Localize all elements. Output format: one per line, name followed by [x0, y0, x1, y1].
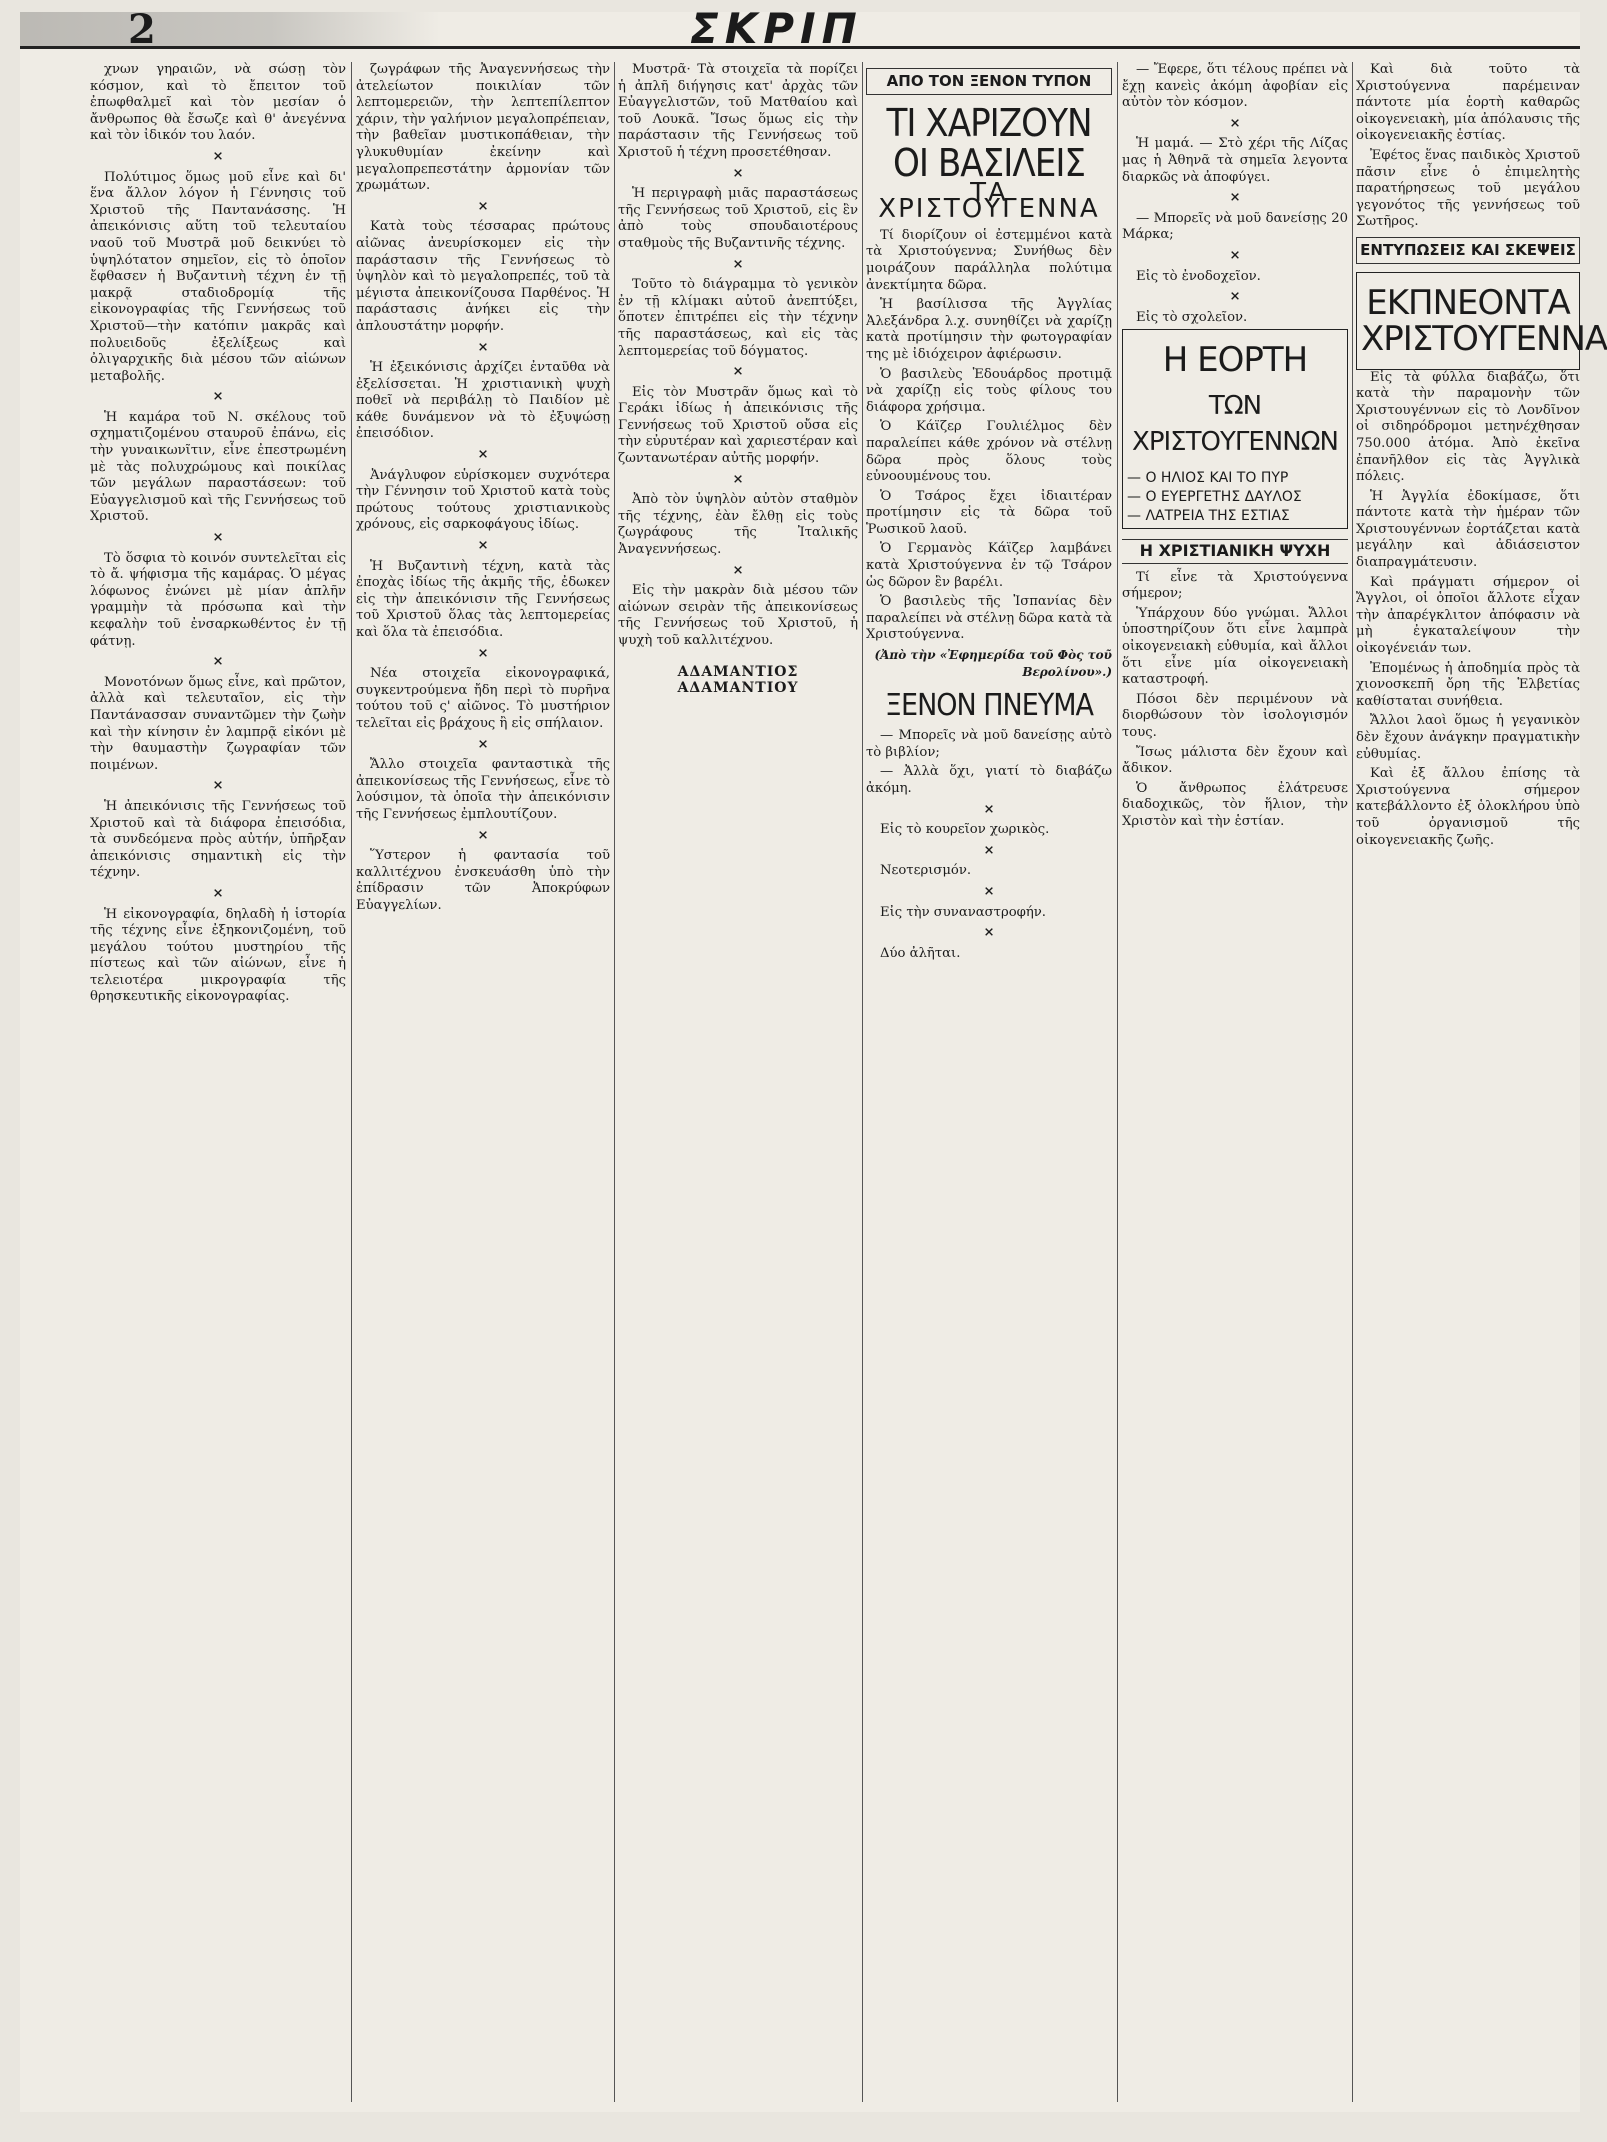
section-kicker: ΕΝΤΥΠΩΣΕΙΣ ΚΑΙ ΣΚΕΨΕΙΣ — [1356, 237, 1580, 264]
separator: × — [212, 778, 224, 794]
feature-bullet: — Ο ΕΥΕΡΓΕΤΗΣ ΔΑΥΛΟΣ — [1127, 488, 1302, 505]
section-headline: ΞΕΝΟΝ ΠΝΕΥΜΑ — [884, 688, 1094, 724]
ink-stain — [20, 12, 440, 46]
separator: × — [983, 925, 995, 941]
column-3 — [618, 62, 858, 2102]
paragraph: Ἡ ἀπεικόνισις τῆς Γεννήσεως τοῦ Χριστοῦ καὶ τὰ διάφορα ἐπεισόδια, τὰ συνδεόμενα πρὸς αὐτήν, ὑπῆρξαν ἀπεικόνισις σημαντικὴ εἰς τὴν τέχνην. — [90, 798, 346, 881]
separator: × — [477, 538, 489, 554]
paragraph: Τὸ ὅσφια τὸ κοινόν συντελεῖται εἰς τὸ ἄ. ψήφισμα τῆς καμάρας. Ὁ μέγας λόφωνος ἐνώνει μὲ μίαν ἁπλῆν γραμμὴν τὰ πρόσωπα καὶ τὴν κεφαλὴν τοῦ ἐνσαρκωθέντος ἐν τῇ φάτνῃ. — [90, 550, 346, 649]
paragraph: Ὁ Γερμανὸς Κάϊζερ λαμβάνει κατὰ Χριστούγεννα ἐν τῷ Τσάρον ὡς δῶρον ἓν βαρέλι. — [866, 541, 1112, 590]
paragraph: Ὑπάρχουν δύο γνώμαι. Ἄλλοι ὑποστηρίζουν ὅτι εἶνε λαμπρὰ οἰκογενειακὴ εὐθυμία, καὶ ἄλλοι ὅτι εἶνε μία οἰκογενειακὴ καταστροφή. — [1122, 605, 1348, 688]
paragraph: Ἡ καμάρα τοῦ Ν. σκέλους τοῦ σχηματιζομένου σταυροῦ ἐπάνω, εἰς τὴν γυναικωνῖτιν, εἶνε ἐπεστρωμένη μὲ τὰς πολυχρώμους καὶ ποικίλας τῶν μεγάλων παραστάσεων: τοῦ Εὐαγγελισμοῦ καὶ τῆς Γεννήσεως τοῦ Χριστοῦ. — [90, 409, 346, 525]
paragraph: Τοῦτο τὸ διάγραμμα τὸ γενικὸν ἐν τῇ κλίμακι αὐτοῦ ἀνεπτύξει, ὅποτεν ἐπιτρέπει εἰς τὴν τέχνην τῆς παραστάσεως, καὶ εἰς τὰς λεπτομερείας τοῦ δόγματος. — [618, 277, 858, 359]
paragraph: Ἴσως μάλιστα δὲν ἔχουν καὶ ἄδικον. — [1122, 744, 1348, 777]
column-rule — [614, 62, 615, 2102]
paragraph: Ἡ περιγραφὴ μιᾶς παραστάσεως τῆς Γεννήσεως τοῦ Χριστοῦ, εἰς ἓν ἀπὸ τοὺς σπουδαιοτέρους σταθμοὺς τῆς Βυζαντινῆς τέχνης. — [618, 186, 858, 251]
separator: × — [477, 827, 489, 843]
paragraph: Ἐπομένως ἡ ἀποδημία πρὸς τὰ χιονοσκεπῆ ὄρη τῆς Ἑλβετίας καθίσταται συνήθεια. — [1356, 660, 1580, 709]
header-rule — [20, 46, 1580, 49]
paragraph: — Μπορεῖς νὰ μοῦ δανείσῃς 20 Μάρκα; — [1122, 210, 1348, 243]
joke: Νεοτερισμόν. — [880, 863, 972, 879]
feature-subtitle: ΤΩΝ ΧΡΙΣΤΟΥΓΕΝΝΩΝ — [1132, 391, 1338, 458]
paragraph: Ὁ ἄνθρωπος ἐλάτρευσε διαδοχικῶς, τὸν ἥλιον, τὴν Χριστὸν καὶ τὴν ἑστίαν. — [1122, 780, 1348, 829]
separator: × — [477, 645, 489, 661]
source-note: (Ἀπὸ τὴν «Ἐφημερίδα τοῦ Φὸς τοῦ Βερολίνου».) — [874, 648, 1112, 679]
paragraph: Εἰς τὸ σχολεῖον. — [1136, 309, 1248, 325]
paragraph: Ἡ Βυζαντινὴ τέχνη, κατὰ τὰς ἐποχὰς ἰδίως τῆς ἀκμῆς τῆς, ἐδωκεν εἰς τὴν ἀπεικόνισιν τῆς Γεννήσεως τοῦ Χριστοῦ ὅλας τὰς λεπτομερείας καὶ ὅλα τὰ ἐπεισόδια. — [356, 558, 610, 640]
column-rule — [1352, 62, 1353, 2102]
paragraph: Καὶ πράγματι σήμερον οἱ Ἄγγλοι, οἱ ὁποῖοι ἄλλοτε εἶχαν τὴν ἀπαρέγκλιτον ἀπόφασιν νὰ μὴ ἐγκαταλείψουν τὴν οἰκογένειάν των. — [1356, 574, 1580, 657]
paragraph: Καὶ διὰ τοῦτο τὰ Χριστούγεννα παρέμειναν πάντοτε μία ἑορτὴ καθαρῶς οἰκογενειακὴ, μία ἀπόλαυσις τῆς οἰκογενειακῆς ἑστίας. — [1356, 62, 1580, 144]
paragraph: Ἡ ἐξεικόνισις ἀρχίζει ἐνταῦθα νὰ ἐξελίσσεται. Ἡ χριστιανικὴ ψυχὴ ποθεῖ νὰ περιβάλῃ τὸ Παιδίον μὲ κάθε δυνάμενον νὰ τὸ ἐξυψώσῃ ἐπεισόδιον. — [356, 360, 610, 442]
separator: × — [212, 148, 224, 164]
paragraph: Ὁ Κάϊζερ Γουλιέλμος δὲν παραλείπει κάθε χρόνον νὰ στέλνῃ δῶρα πρὸς ὅλους τοὺς εὐνοουμένους του. — [866, 419, 1112, 485]
separator: × — [477, 339, 489, 355]
paragraph: Ἡ εἰκονογραφία, δηλαδὴ ἡ ἱστορία τῆς τέχνης εἶνε ἐξηκονιζομένη, τοῦ μεγάλου τούτου μυστηρίου τῆς πίστεως καὶ τῶν αἰώνων, εἶνε ἡ τελειοτέρα μικρογραφία τῆς θρησκευτικῆς εἰκονογραφίας. — [90, 906, 346, 1005]
paragraph: Ἀνάγλυφον εὑρίσκομεν συχνότερα τὴν Γέννησιν τοῦ Χριστοῦ κατὰ τοὺς πρώτους τούτους χριστιανικοὺς χρόνους, εἰς σαρκοφάγους ἰδίως. — [356, 467, 610, 533]
paragraph: Νέα στοιχεῖα εἰκονογραφικά, συγκεντρούμενα ἤδη περὶ τὸ πυρῆνα τούτου τοῦ ς' αἰῶνος. Τὸ μυστήριον τελεῖται εἰς βράχους ἢ εἰς σπήλαιον. — [356, 666, 610, 731]
paragraph: Μυστρᾶ· Τὰ στοιχεῖα τὰ πορίζει ἡ ἀπλῆ διήγησις κατ' ἀρχὰς τῶν Εὐαγγελιστῶν, τοῦ Ματθαίου καὶ τοῦ Λουκᾶ. Ἴσως ὅμως εἰς τὴν παράστασιν τῆς Γεννήσεως τοῦ Χριστοῦ ἡ τέχνη προσετέθησαν. — [618, 62, 858, 160]
paragraph: Κατὰ τοὺς τέσσαρας πρώτους αἰῶνας ἀνευρίσκομεν εἰς τὴν παράστασιν τῆς Γεννήσεως τὸ ὑψηλὸν καὶ τὸ μεγαλοπρεπές, τοῦ τὰ μέγιστα ἀπεικονίζουσα Παρθένος. Ἡ παράστασις ἀνήκει εἰς τὴν ἀπλουστάτην μορφήν. — [356, 219, 610, 334]
paragraph: Ἀπὸ τὸν ὑψηλὸν αὐτὸν σταθμὸν τῆς τέχνης, ἐὰν ἔλθῃ εἰς τοὺς ζωγράφους τῆς Ἰταλικῆς Ἀναγεννήσεως. — [618, 492, 858, 558]
joke: — Μπορεῖς νὰ μοῦ δανείσῃς αὐτὸ τὸ βιβλίον; — [866, 728, 1112, 760]
masthead: ΣΚΡΙΠ — [690, 4, 863, 53]
separator: × — [212, 654, 224, 670]
separator: × — [477, 736, 489, 752]
feature-title: Η ΕΟΡΤΗ — [1162, 340, 1308, 381]
section-heading: Η ΧΡΙΣΤΙΑΝΙΚΗ ΨΥΧΗ — [1122, 539, 1348, 564]
feature-bullet: — ΛΑΤΡΕΙΑ ΤΗΣ ΕΣΤΙΑΣ — [1127, 507, 1290, 524]
separator: × — [732, 562, 744, 578]
page-number: 2 — [128, 6, 156, 53]
separator: × — [1229, 190, 1241, 206]
paragraph: Εἰς τὴν μακρὰν διὰ μέσου τῶν αἰώνων σειρὰν τῆς ἀπεικονίσεως τῆς Γεννήσεως τοῦ Χριστοῦ, ἡ ψυχὴ τοῦ καλλιτέχνου. — [618, 583, 858, 648]
paragraph: Εἰς τὸν Μυστρᾶν ὅμως καὶ τὸ Γεράκι ἰδίως ἡ ἀπεικόνισις τῆς Γεννήσεως τοῦ Χριστοῦ οὔσα εἰς τὴν εὐρυτέραν καὶ χαριεστέραν καὶ ζωντανωτέραν αὐτῆς μορφήν. — [618, 384, 858, 467]
article-headline: ΕΚΠΝΕΟΝΤΑ ΧΡΙΣΤΟΥΓΕΝΝΑ — [1361, 282, 1607, 359]
column-4 — [866, 62, 1112, 2102]
paragraph: Τί εἶνε τὰ Χριστούγεννα σήμερον; — [1122, 569, 1348, 602]
paragraph: Ἄλλο στοιχεῖα φανταστικὰ τῆς ἀπεικονίσεως τῆς Γεννήσεως, εἶνε τὸ λούσιμον, τὰ ὁποῖα τὴν ἀπεικόνισιν τῆς Γεννήσεως ἐμπλουτίζουν. — [356, 757, 610, 822]
paragraph: Ὁ βασιλεὺς Ἐδουάρδος προτιμᾷ νὰ χαρίζῃ εἰς τοὺς φίλους του διάφορα χρήσιμα. — [866, 366, 1112, 415]
column-rule — [351, 62, 352, 2102]
article-author: ΑΔΑΜΑΝΤΙΟΣ ΑΔΑΜΑΝΤΙΟΥ — [677, 663, 799, 697]
separator: × — [732, 364, 744, 380]
paragraph: Καὶ ἐξ ἄλλου ἐπίσης τὰ Χριστούγεννα σήμερον κατεβάλλοντο ἐξ ὁλοκλήρου ὑπὸ τοῦ ὀργανισμοῦ τῆς οἰκογενειακῆς ζωῆς. — [1356, 766, 1580, 848]
separator: × — [732, 471, 744, 487]
headline-box — [1356, 272, 1607, 370]
separator: × — [477, 447, 489, 463]
column-rule — [1117, 62, 1118, 2102]
section-kicker: ΑΠΟ ΤΟΝ ΞΕΝΟΝ ΤΥΠΟΝ — [866, 68, 1112, 95]
newspaper-page — [20, 4, 1607, 2112]
feature-box — [1122, 329, 1348, 529]
separator: × — [477, 198, 489, 214]
paragraph: Πόσοι δὲν περιμένουν νὰ διορθώσουν τὸν ἰσολογισμόν τους. — [1122, 691, 1348, 741]
feature-bullet: — Ο ΗΛΙΟΣ ΚΑΙ ΤΟ ΠΥΡ — [1127, 470, 1289, 487]
article-subhead: ΤΑ ΧΡΙΣΤΟΥΓΕΝΝΑ — [878, 177, 1100, 225]
paragraph: Πολύτιμος ὅμως μοῦ εἶνε καὶ δι' ἕνα ἄλλον λόγον ἡ Γέννησις τοῦ Χριστοῦ τῆς Παντανάσσης. Ἡ ἀπεικόνισις αὕτη τοῦ τελευταίου ναοῦ τοῦ Μυστρᾶ μοῦ δεικνύει τὸ ὑψηλότατον σημεῖον, εἰς τὸ ὁποῖον ἔφθασεν ἡ Βυζαντινὴ τέχνη ἐν τῇ μακρᾷ σταδιοδρομίᾳ τῆς εἰκονογραφίας τῆς Γεννήσεως τοῦ Χριστοῦ—τὴν κατόπιν μακρᾶς καὶ πολυειδοῦς ἐξελίξεως καὶ ὀλιγαρχικῆς διὰ μέσου τῶν αἰώνων μεταβολῆς. — [90, 169, 346, 384]
joke: Εἰς τὴν συναναστροφήν. — [880, 904, 1046, 920]
separator: × — [1229, 289, 1241, 305]
separator: × — [1229, 247, 1241, 263]
paragraph: Ἡ μαμά. — Στὸ χέρι τῆς Λίζας μας ἡ Ἀθηνᾶ τὰ σημεῖα λεγοντα διαρκῶς νὰ ἀποφύγει. — [1122, 136, 1348, 185]
joke: Δύο ἀλῆται. — [880, 945, 961, 961]
separator: × — [212, 885, 224, 901]
paragraph: Ἡ βασίλισσα τῆς Ἀγγλίας Ἀλεξάνδρα λ.χ. συνηθίζει νὰ χαρίζῃ κατὰ προτίμησιν τὴν φωτογραφίαν της μὲ ἰδιόχειρον ἀφιέρωσιν. — [866, 297, 1112, 362]
column-rule — [862, 62, 863, 2102]
separator: × — [983, 842, 995, 858]
paragraph: ζωγράφων τῆς Ἀναγεννήσεως τὴν ἀτελείωτον ποικιλίαν τῶν λεπτομερειῶν, τὴν λεπτεπίλεπτον χάριν, τὴν γαλήνιον μεγαλοπρέπειαν, τὴν βαθεῖαν μυστικοπάθειαν, τὴν γλυκυθυμίαν ἐκείνην καὶ μεγαλοπρεπεστάτην ἀρμονίαν τῶν χρωμάτων. — [356, 62, 610, 194]
separator: × — [983, 883, 995, 899]
paragraph: Εἰς τὸ ἐνοδοχεῖον. — [1136, 268, 1261, 284]
separator: × — [732, 256, 744, 272]
separator: × — [212, 530, 224, 546]
paragraph: Ἡ Ἀγγλία ἐδοκίμασε, ὅτι πάντοτε κατὰ τὴν ἡμέραν τῶν Χριστουγέννων ἐορτάζεται κατὰ μεγάλην καὶ ἀδιάσειστον διαπραγμάτευσιν. — [1356, 488, 1580, 571]
separator: × — [212, 389, 224, 405]
column-2 — [356, 62, 610, 2102]
separator: × — [1229, 115, 1241, 131]
paragraph: Εἰς τὰ φύλλα διαβάζω, ὅτι κατὰ τὴν παραμονὴν τῶν Χριστουγέννων εἰς τὸ Λονδῖνον οἱ σιδηρόδρομοι μετηνέχθησαν 750.000 ἀτόμα. Ἀπὸ ἐκεῖνα ἐπανῆλθον εἰς τὰς Ἀγγλικὰ πόλεις. — [1356, 369, 1580, 485]
paragraph: Ὁ βασιλεὺς τῆς Ἰσπανίας δὲν παραλείπει νὰ στέλνῃ δῶρα κατὰ τὰ Χριστούγεννα. — [866, 594, 1112, 643]
column-1 — [90, 62, 346, 2102]
paragraph: Ἄλλοι λαοὶ ὅμως ἡ γεγανικὸν δὲν ἔχουν ἀνάγκην πραγματικὴν εὐθυμίας. — [1356, 713, 1580, 762]
paragraph: — Ἔφερε, ὅτι τέλους πρέπει νὰ ἔχῃ κανεὶς ἀκόμη ἀφοβίαν εἰς αὐτὸν τὸν κόσμον. — [1122, 62, 1348, 111]
column-6 — [1356, 62, 1607, 2102]
joke: — Ἀλλὰ ὅχι, γιατί τὸ διαβάζω ἀκόμη. — [866, 764, 1112, 796]
column-5 — [1122, 62, 1348, 2102]
paragraph: χνων γηραιῶν, νὰ σώσῃ τὸν κόσμον, καὶ τὸ ἔπειτον τοῦ ἐπωφθαλμεῖ καὶ τὸν μεσίαν ὁ ἄνθρωπος θὰ ἔσωζε καὶ θ' ἀνεγέννα καὶ τὸν ἰδικόν του λαόν. — [90, 62, 346, 144]
paragraph: Ὕστερον ἡ φαντασία τοῦ καλλιτέχνου ἐνσκευάσθη ὑπὸ τὴν ἐπίδρασιν τῶν Ἀποκρύφων Εὐαγγελίων. — [356, 848, 610, 913]
paragraph: Ἐφέτος ἕνας παιδικὸς Χριστοῦ πᾶσιν εἶνε ὁ ἐπιμελητὴς παρατήρησεως τοῦ μεγάλου γεγονότος τῆς γεννήσεως τοῦ Σωτῆρος. — [1356, 147, 1580, 230]
paragraph: Τί διορίζουν οἱ ἐστεμμένοι κατὰ τὰ Χριστούγεννα; Συνήθως δὲν μοιράζουν παράλληλα πολύτιμα ἀνεκτίμητα δῶρα. — [866, 227, 1112, 293]
separator: × — [732, 165, 744, 181]
article-headline: ΤΙ ΧΑΡΙΖΟΥΝ ΟΙ ΒΑΣΙΛΕΙΣ — [886, 100, 1092, 185]
joke: Εἰς τὸ κουρεῖον χωρικὸς. — [880, 822, 1050, 838]
paragraph: Μονοτόνων ὅμως εἶνε, καὶ πρῶτον, ἀλλὰ καὶ τελευταῖον, εἰς τὴν Παντάνασσαν συναντῶμεν τὴν ζωὴν καὶ τὴν κίνησιν ἐν λαμπρᾷ εἰκόνι μὲ τὴν θαυμαστὴν ζωγραφίαν τῶν ποιμένων. — [90, 674, 346, 773]
paragraph: Ὁ Τσάρος ἔχει ἰδιαιτέραν προτίμησιν εἰς τὰ δῶρα τοῦ Ῥωσικοῦ λαοῦ. — [866, 488, 1112, 537]
separator: × — [983, 801, 995, 817]
